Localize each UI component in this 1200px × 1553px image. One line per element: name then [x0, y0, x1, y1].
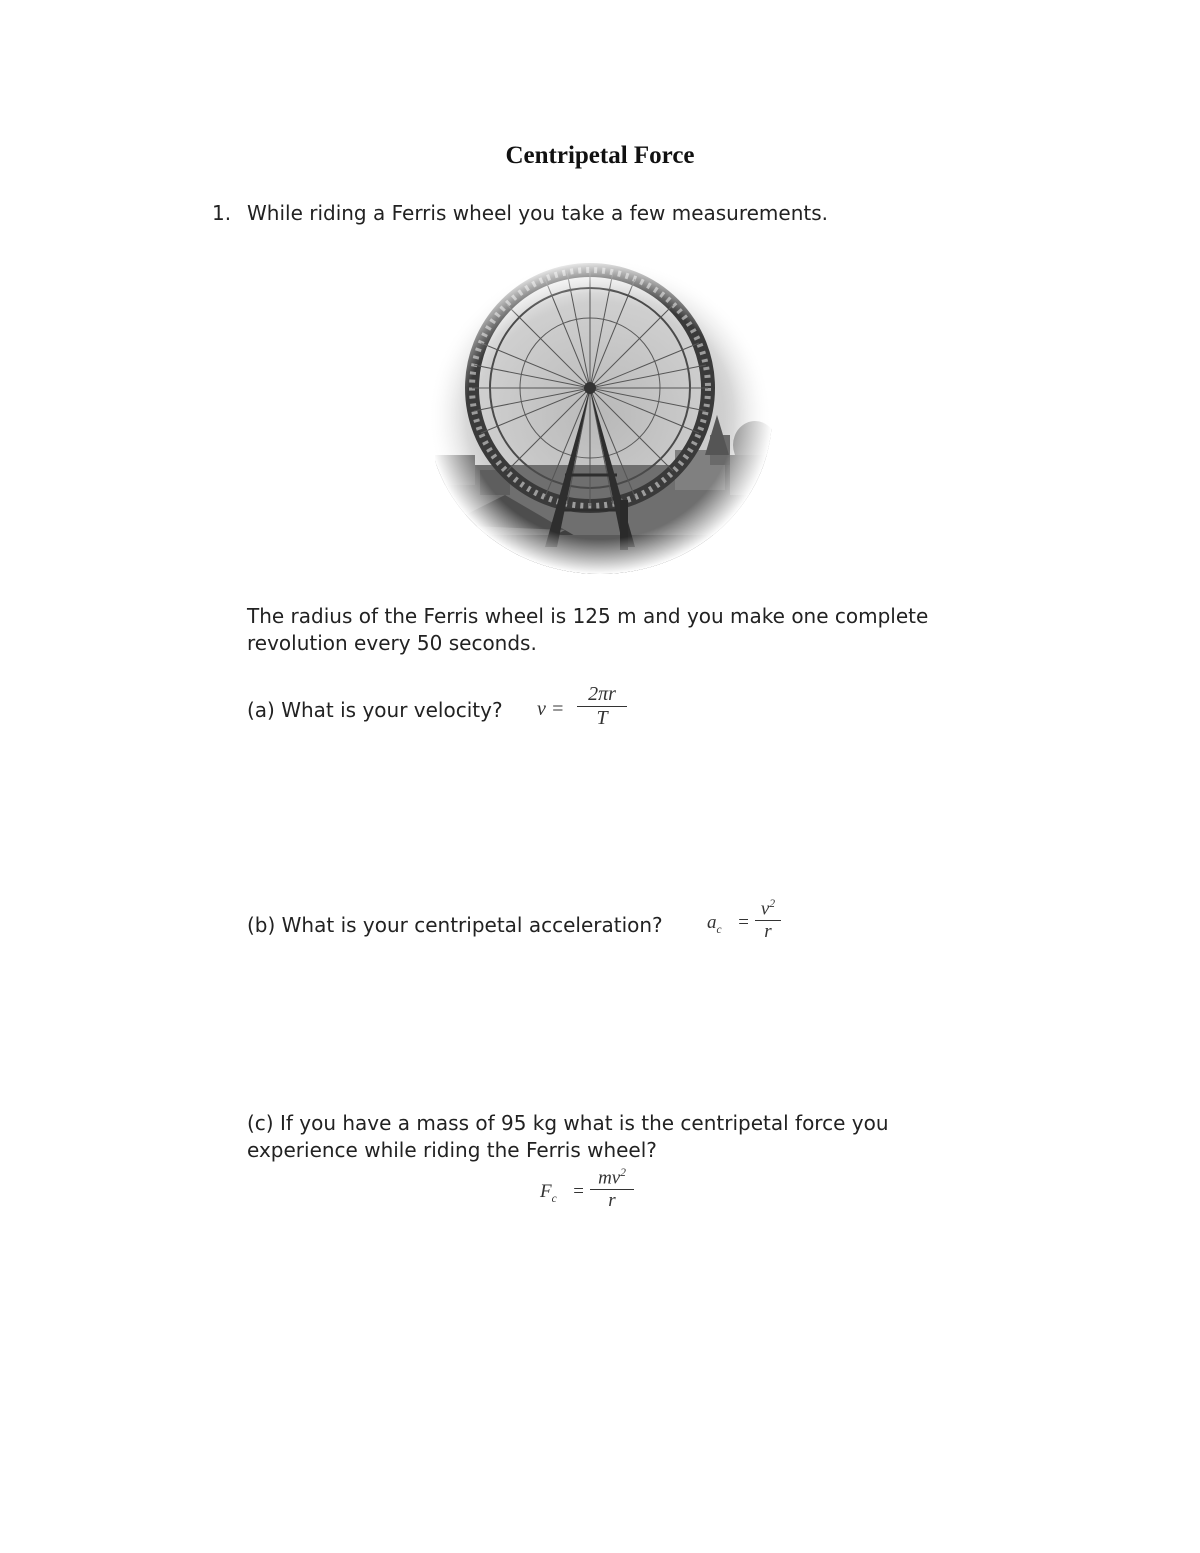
acceleration-numerator-exponent: 2 — [769, 898, 776, 910]
acceleration-denominator: r — [764, 921, 772, 943]
acceleration-symbol: a — [707, 912, 717, 933]
question-text: While riding a Ferris wheel you take a few measurements. — [247, 201, 829, 225]
centripetal-force-formula — [540, 1167, 640, 1223]
part-a-question: (a) What is your velocity? — [247, 698, 503, 722]
ferris-wheel-photo — [425, 255, 775, 577]
given-line-1: The radius of the Ferris wheel is 125 m and you make one complete — [247, 604, 929, 628]
velocity-formula-lhs: v = — [537, 698, 565, 720]
part-c-question-line-2: experience while riding the Ferris wheel? — [247, 1138, 657, 1162]
acceleration-equals: = — [737, 912, 750, 933]
force-subscript: c — [551, 1192, 557, 1205]
question-number: 1. — [212, 201, 232, 225]
force-symbol: F — [540, 1181, 552, 1202]
force-numerator: mv — [598, 1167, 621, 1189]
page-title: Centripetal Force — [505, 142, 695, 169]
part-c-question-line-1: (c) If you have a mass of 95 kg what is the centripetal force you — [247, 1111, 889, 1135]
force-equals: = — [572, 1181, 585, 1202]
force-denominator: r — [608, 1190, 616, 1212]
acceleration-numerator: v — [760, 898, 770, 920]
force-numerator-exponent: 2 — [620, 1167, 626, 1179]
velocity-formula-numerator: 2πr — [588, 683, 616, 705]
centripetal-acceleration-formula — [707, 898, 787, 954]
acceleration-subscript: c — [716, 923, 722, 936]
velocity-formula — [537, 683, 627, 739]
velocity-formula-denominator: T — [596, 707, 608, 729]
given-line-2: revolution every 50 seconds. — [247, 631, 537, 655]
part-b-question: (b) What is your centripetal acceleration? — [247, 913, 663, 937]
